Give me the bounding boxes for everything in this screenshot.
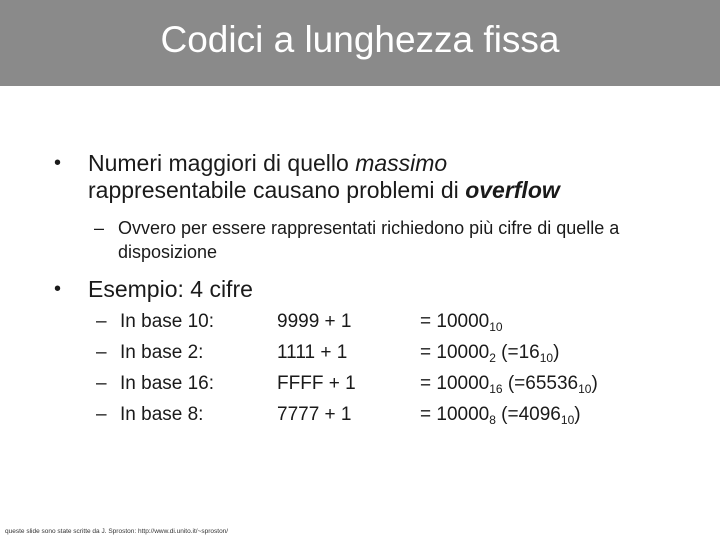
example-base: In base 8:	[120, 404, 204, 425]
example-base: In base 2:	[120, 342, 204, 363]
bullet-text-bold: overflow	[465, 177, 560, 203]
decimal-value: (=16	[495, 342, 540, 363]
sub-bullet-marker: –	[96, 342, 107, 363]
sub-bullet-explanation	[94, 216, 674, 264]
close-paren: )	[591, 373, 598, 394]
bullet-overflow	[56, 150, 676, 204]
example-result	[420, 339, 559, 367]
example-expression: FFFF + 1	[277, 373, 356, 394]
example-expression: 1111 + 1	[277, 342, 348, 363]
decimal-value: (=4096	[495, 404, 561, 425]
example-base: In base 16:	[120, 373, 215, 394]
result-value: = 10000	[420, 373, 490, 394]
example-expression: 9999 + 1	[277, 311, 352, 332]
bullet-text: Esempio: 4 cifre	[88, 276, 253, 302]
bullet-marker: •	[54, 278, 62, 300]
close-paren: )	[553, 342, 560, 363]
example-result	[420, 401, 581, 429]
result-base: 16	[489, 382, 503, 396]
slide-footer: queste slide sono state scritte da J. Sproston: http://www.di.unito.it/~sproston/	[5, 528, 229, 535]
example-row	[0, 339, 720, 367]
decimal-base: 10	[539, 351, 554, 365]
result-base: 8	[489, 413, 496, 427]
result-base: 10	[489, 320, 503, 334]
bullet-text-line2: rappresentabile causano problemi di	[88, 177, 466, 203]
result-value: = 10000	[420, 342, 490, 363]
example-expression: 7777 + 1	[277, 404, 352, 425]
bullet-example	[56, 276, 253, 303]
slide-title: Codici a lunghezza fissa	[160, 19, 560, 60]
result-value: = 10000	[420, 311, 490, 332]
bullet-text-emphasis: massimo	[355, 150, 448, 176]
sub-bullet-text: Ovvero per essere rappresentati richiedono più cifre di quelle a disposizione	[118, 218, 620, 262]
decimal-base: 10	[578, 382, 592, 396]
example-result	[420, 370, 598, 398]
bullet-marker: •	[54, 152, 62, 174]
sub-bullet-marker: –	[96, 373, 107, 394]
example-row	[0, 401, 720, 429]
example-row	[0, 370, 720, 398]
sub-bullet-marker: –	[94, 218, 105, 238]
sub-bullet-marker: –	[96, 404, 107, 425]
decimal-base: 10	[560, 413, 575, 427]
example-row	[0, 308, 720, 336]
title-bar	[0, 0, 720, 86]
result-base: 2	[489, 351, 496, 365]
decimal-value: (=65536	[502, 373, 579, 394]
example-result	[420, 308, 503, 336]
result-value: = 10000	[420, 404, 490, 425]
bullet-text	[88, 150, 676, 204]
example-base: In base 10:	[120, 311, 215, 332]
bullet-text-part: Numeri maggiori di quello	[88, 150, 356, 176]
sub-bullet-marker: –	[96, 311, 107, 332]
close-paren: )	[574, 404, 581, 425]
